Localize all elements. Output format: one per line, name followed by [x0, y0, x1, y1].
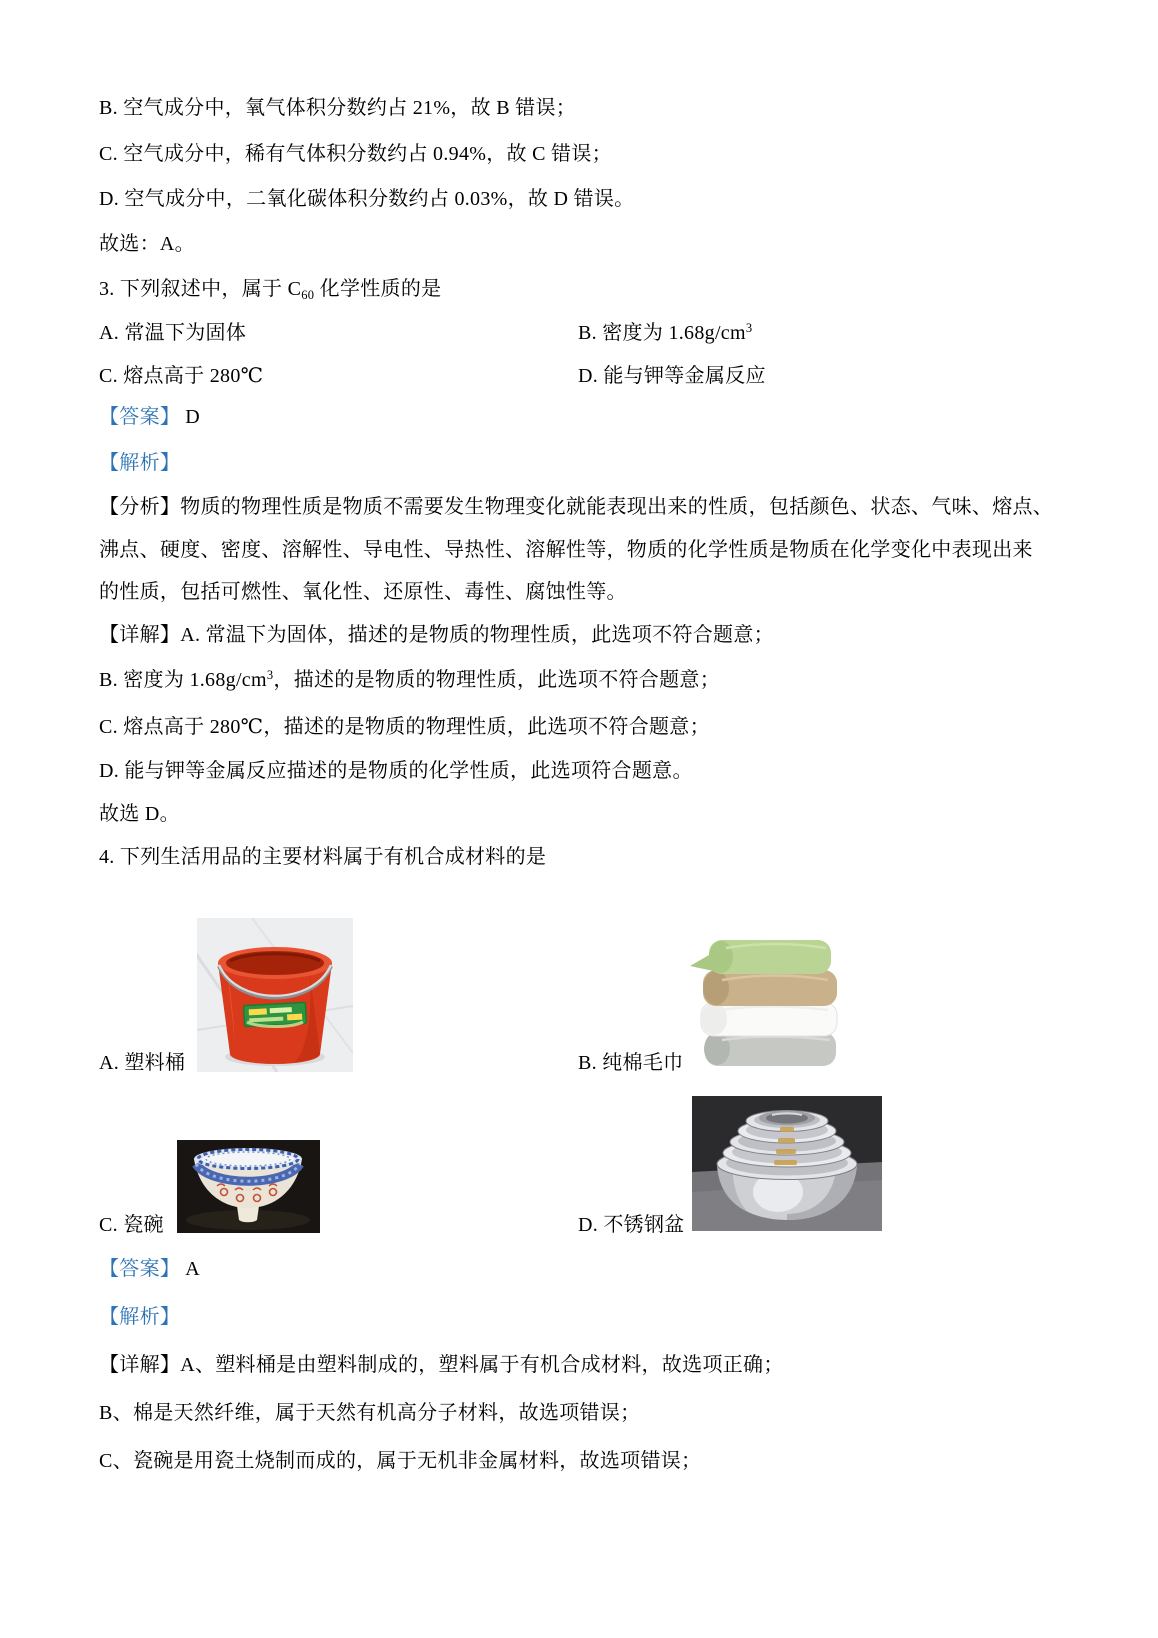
q3-option-b-text: B. 密度为 1.68g/cm — [578, 322, 746, 344]
q4-answer-value: A — [185, 1258, 200, 1280]
q4-jiexi-tag-line — [99, 1304, 180, 1331]
q3-detail-a: 【详解】A. 常温下为固体，描述的是物质的物理性质，此选项不符合题意； — [99, 624, 774, 646]
q4-detail-a: 【详解】A、塑料桶是由塑料制成的，塑料属于有机合成材料，故选项正确； — [99, 1354, 784, 1376]
q3-jiexi-tag: 【解析】 — [99, 452, 181, 474]
q3-option-d: D. 能与钾等金属反应 — [578, 365, 766, 387]
q3-detail-b — [99, 667, 720, 696]
q3-answer-value: D — [185, 406, 200, 428]
q3-jiexi-tag-line — [99, 450, 180, 477]
q3-answer-line — [99, 404, 200, 431]
q3-detail-b-suffix: ，描述的是物质的物理性质，此选项不符合题意； — [273, 669, 721, 691]
q3-fenxi-line2: 沸点、硬度、密度、溶解性、导电性、导热性、溶解性等，物质的化学性质是物质在化学变化中表现出来 — [99, 539, 1033, 561]
prev-analysis-option-c: C. 空气成分中，稀有气体积分数约占 0.94%，故 C 错误； — [99, 143, 612, 165]
plastic-bucket-image — [197, 918, 353, 1072]
cotton-towels-image — [678, 910, 850, 1070]
q4-jiexi-tag: 【解析】 — [99, 1306, 181, 1328]
q4-detail-c: C、瓷碗是用瓷土烧制而成的，属于无机非金属材料，故选项错误； — [99, 1450, 702, 1472]
q3-detail-b-superscript: 3 — [266, 668, 274, 682]
q3-stem-text: 3. 下列叙述中，属于 C — [99, 278, 302, 300]
q4-option-a: A. 塑料桶 — [99, 1052, 186, 1074]
q4-option-b: B. 纯棉毛巾 — [578, 1052, 684, 1074]
stainless-basin-image — [692, 1096, 882, 1231]
q3-conclusion: 故选 D。 — [99, 803, 180, 825]
q3-option-c: C. 熔点高于 280℃ — [99, 365, 264, 387]
q3-option-a: A. 常温下为固体 — [99, 322, 247, 344]
q3-option-b-superscript: 3 — [745, 321, 753, 335]
prev-analysis-conclusion: 故选：A。 — [99, 233, 195, 255]
prev-analysis-option-b: B. 空气成分中，氧气体积分数约占 21%，故 B 错误； — [99, 97, 577, 119]
q3-answer-tag: 【答案】 — [99, 406, 181, 428]
q3-option-b — [578, 320, 752, 349]
q4-detail-b: B、棉是天然纤维，属于天然有机高分子材料，故选项错误； — [99, 1402, 641, 1424]
q3-detail-d: D. 能与钾等金属反应描述的是物质的化学性质，此选项符合题意。 — [99, 760, 693, 782]
prev-analysis-option-d: D. 空气成分中，二氧化碳体积分数约占 0.03%，故 D 错误。 — [99, 188, 635, 210]
q3-c60-subscript: 60 — [301, 288, 315, 302]
q3-stem-suffix: 化学性质的是 — [314, 278, 442, 300]
q4-answer-line — [99, 1256, 200, 1283]
q3-stem — [99, 276, 441, 305]
q4-answer-tag: 【答案】 — [99, 1258, 181, 1280]
q3-fenxi-line1: 【分析】物质的物理性质是物质不需要发生物理变化就能表现出来的性质，包括颜色、状态、气味、熔点、 — [99, 496, 1054, 518]
porcelain-bowl-image — [177, 1140, 320, 1233]
q4-stem: 4. 下列生活用品的主要材料属于有机合成材料的是 — [99, 846, 547, 868]
q3-detail-b-text: B. 密度为 1.68g/cm — [99, 669, 267, 691]
q4-option-c: C. 瓷碗 — [99, 1214, 164, 1236]
q3-detail-c: C. 熔点高于 280℃，描述的是物质的物理性质，此选项不符合题意； — [99, 716, 710, 738]
q4-option-d: D. 不锈钢盆 — [578, 1214, 685, 1236]
q3-fenxi-line3: 的性质，包括可燃性、氧化性、还原性、毒性、腐蚀性等。 — [99, 581, 627, 603]
